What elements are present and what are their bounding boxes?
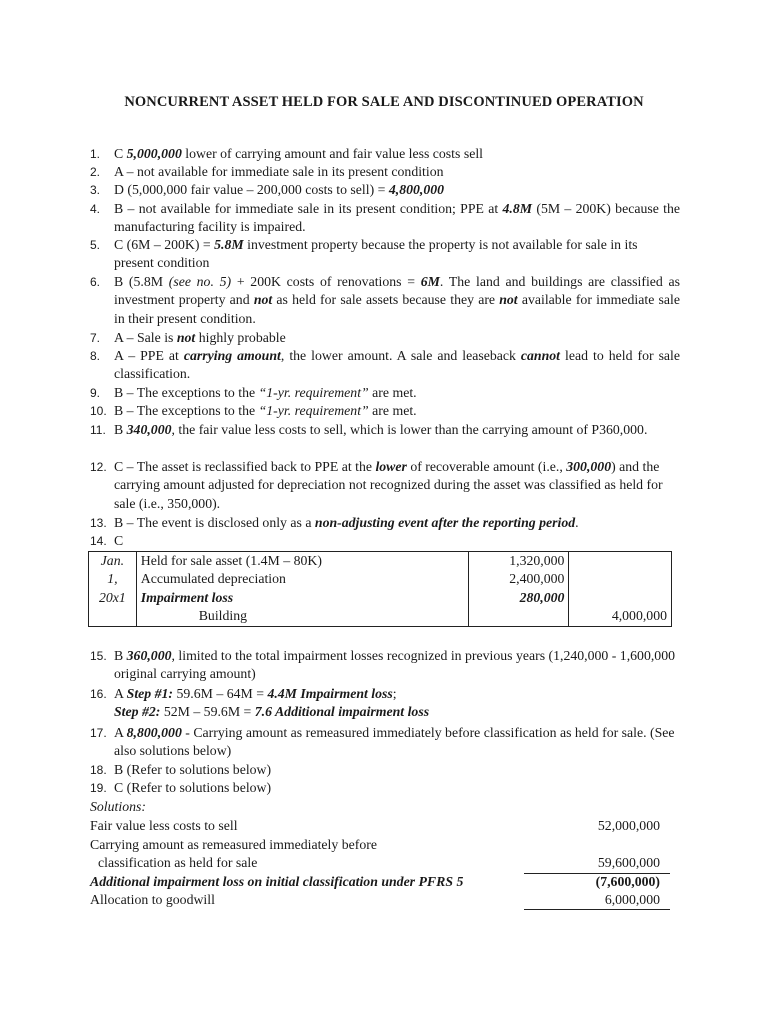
answer-19: 19. C (Refer to solutions below)	[90, 780, 272, 795]
page-title: NONCURRENT ASSET HELD FOR SALE AND DISCONTINUED OPERATION	[124, 94, 644, 110]
answer-3: 3. D (5,000,000 fair value – 200,000 costs to sell) = 4,800,000	[90, 182, 445, 197]
journal-debits: 1,320,000 2,400,000 280,000	[468, 552, 569, 627]
answer-6: 6. B (5.8M (see no. 5) + 200K costs of renovations = 6M. The land and buildings are classified as investment property and not as held for sale assets because they are not available for immediate sale in their present condition.	[90, 274, 680, 326]
journal-accounts: Held for sale asset (1.4M – 80K) Accumulated depreciation Impairment loss Building	[136, 552, 468, 627]
answer-1: 1. C 5,000,000 lower of carrying amount and fair value less costs sell	[90, 146, 483, 161]
answer-17: 17. A 8,800,000 - Carrying amount as remeasured immediately before classification as held for sale. (See also solutions below)	[90, 725, 675, 759]
answer-14: 14. C	[90, 533, 124, 548]
answer-15: 15. B 360,000, limited to the total impairment losses recognized in previous years (1,240,000 - 1,600,000 original carrying amount)	[90, 648, 675, 682]
journal-entry-table	[88, 551, 672, 627]
answer-7: 7. A – Sale is not highly probable	[90, 330, 286, 345]
answer-4: 4. B – not available for immediate sale in its present condition; PPE at 4.8M (5M – 200K) because the manufacturing facility is impaired.	[90, 201, 680, 235]
journal-date: Jan. 1, 20x1	[89, 552, 137, 627]
answer-11: 11. B 340,000, the fair value less costs to sell, which is lower than the carrying amount of P360,000.	[90, 422, 648, 437]
answer-12: 12. C – The asset is reclassified back to PPE at the lower of recoverable amount (i.e., 300,000) and the carrying amount adjusted for depreciation not recognized during the asset was classified as held for sale (i.e., 350,000).	[90, 459, 663, 511]
solutions-heading: Solutions:	[90, 799, 146, 814]
answer-16: 16. A Step #1: 59.6M – 64M = 4.4M Impairment loss; Step #2: 52M – 59.6M = 7.6 Additional impairment loss	[90, 686, 430, 720]
answer-5: 5. C (6M – 200K) = 5.8M investment property because the property is not available for sale in its present condition	[90, 237, 638, 271]
answer-10: 10. B – The exceptions to the “1-yr. requirement” are met.	[90, 403, 417, 418]
journal-credits: 4,000,000	[569, 552, 672, 627]
answer-18: 18. B (Refer to solutions below)	[90, 762, 272, 777]
answer-13: 13. B – The event is disclosed only as a non-adjusting event after the reporting period.	[90, 515, 579, 530]
answer-2: 2. A – not available for immediate sale in its present condition	[90, 164, 444, 179]
answer-8: 8. A – PPE at carrying amount, the lower amount. A sale and leaseback cannot lead to held for sale classification.	[90, 348, 681, 382]
solutions-section: Solutions: Fair value less costs to sell 52,000,000 Carrying amount as remeasured immediately before classification as held for sale 59,600,000 Additional impairment loss on initial classification under PFRS 5 (7,600,000) Allocation to goodwill 6,000,000	[90, 798, 670, 909]
answer-9: 9. B – The exceptions to the “1-yr. requirement” are met.	[90, 385, 417, 400]
